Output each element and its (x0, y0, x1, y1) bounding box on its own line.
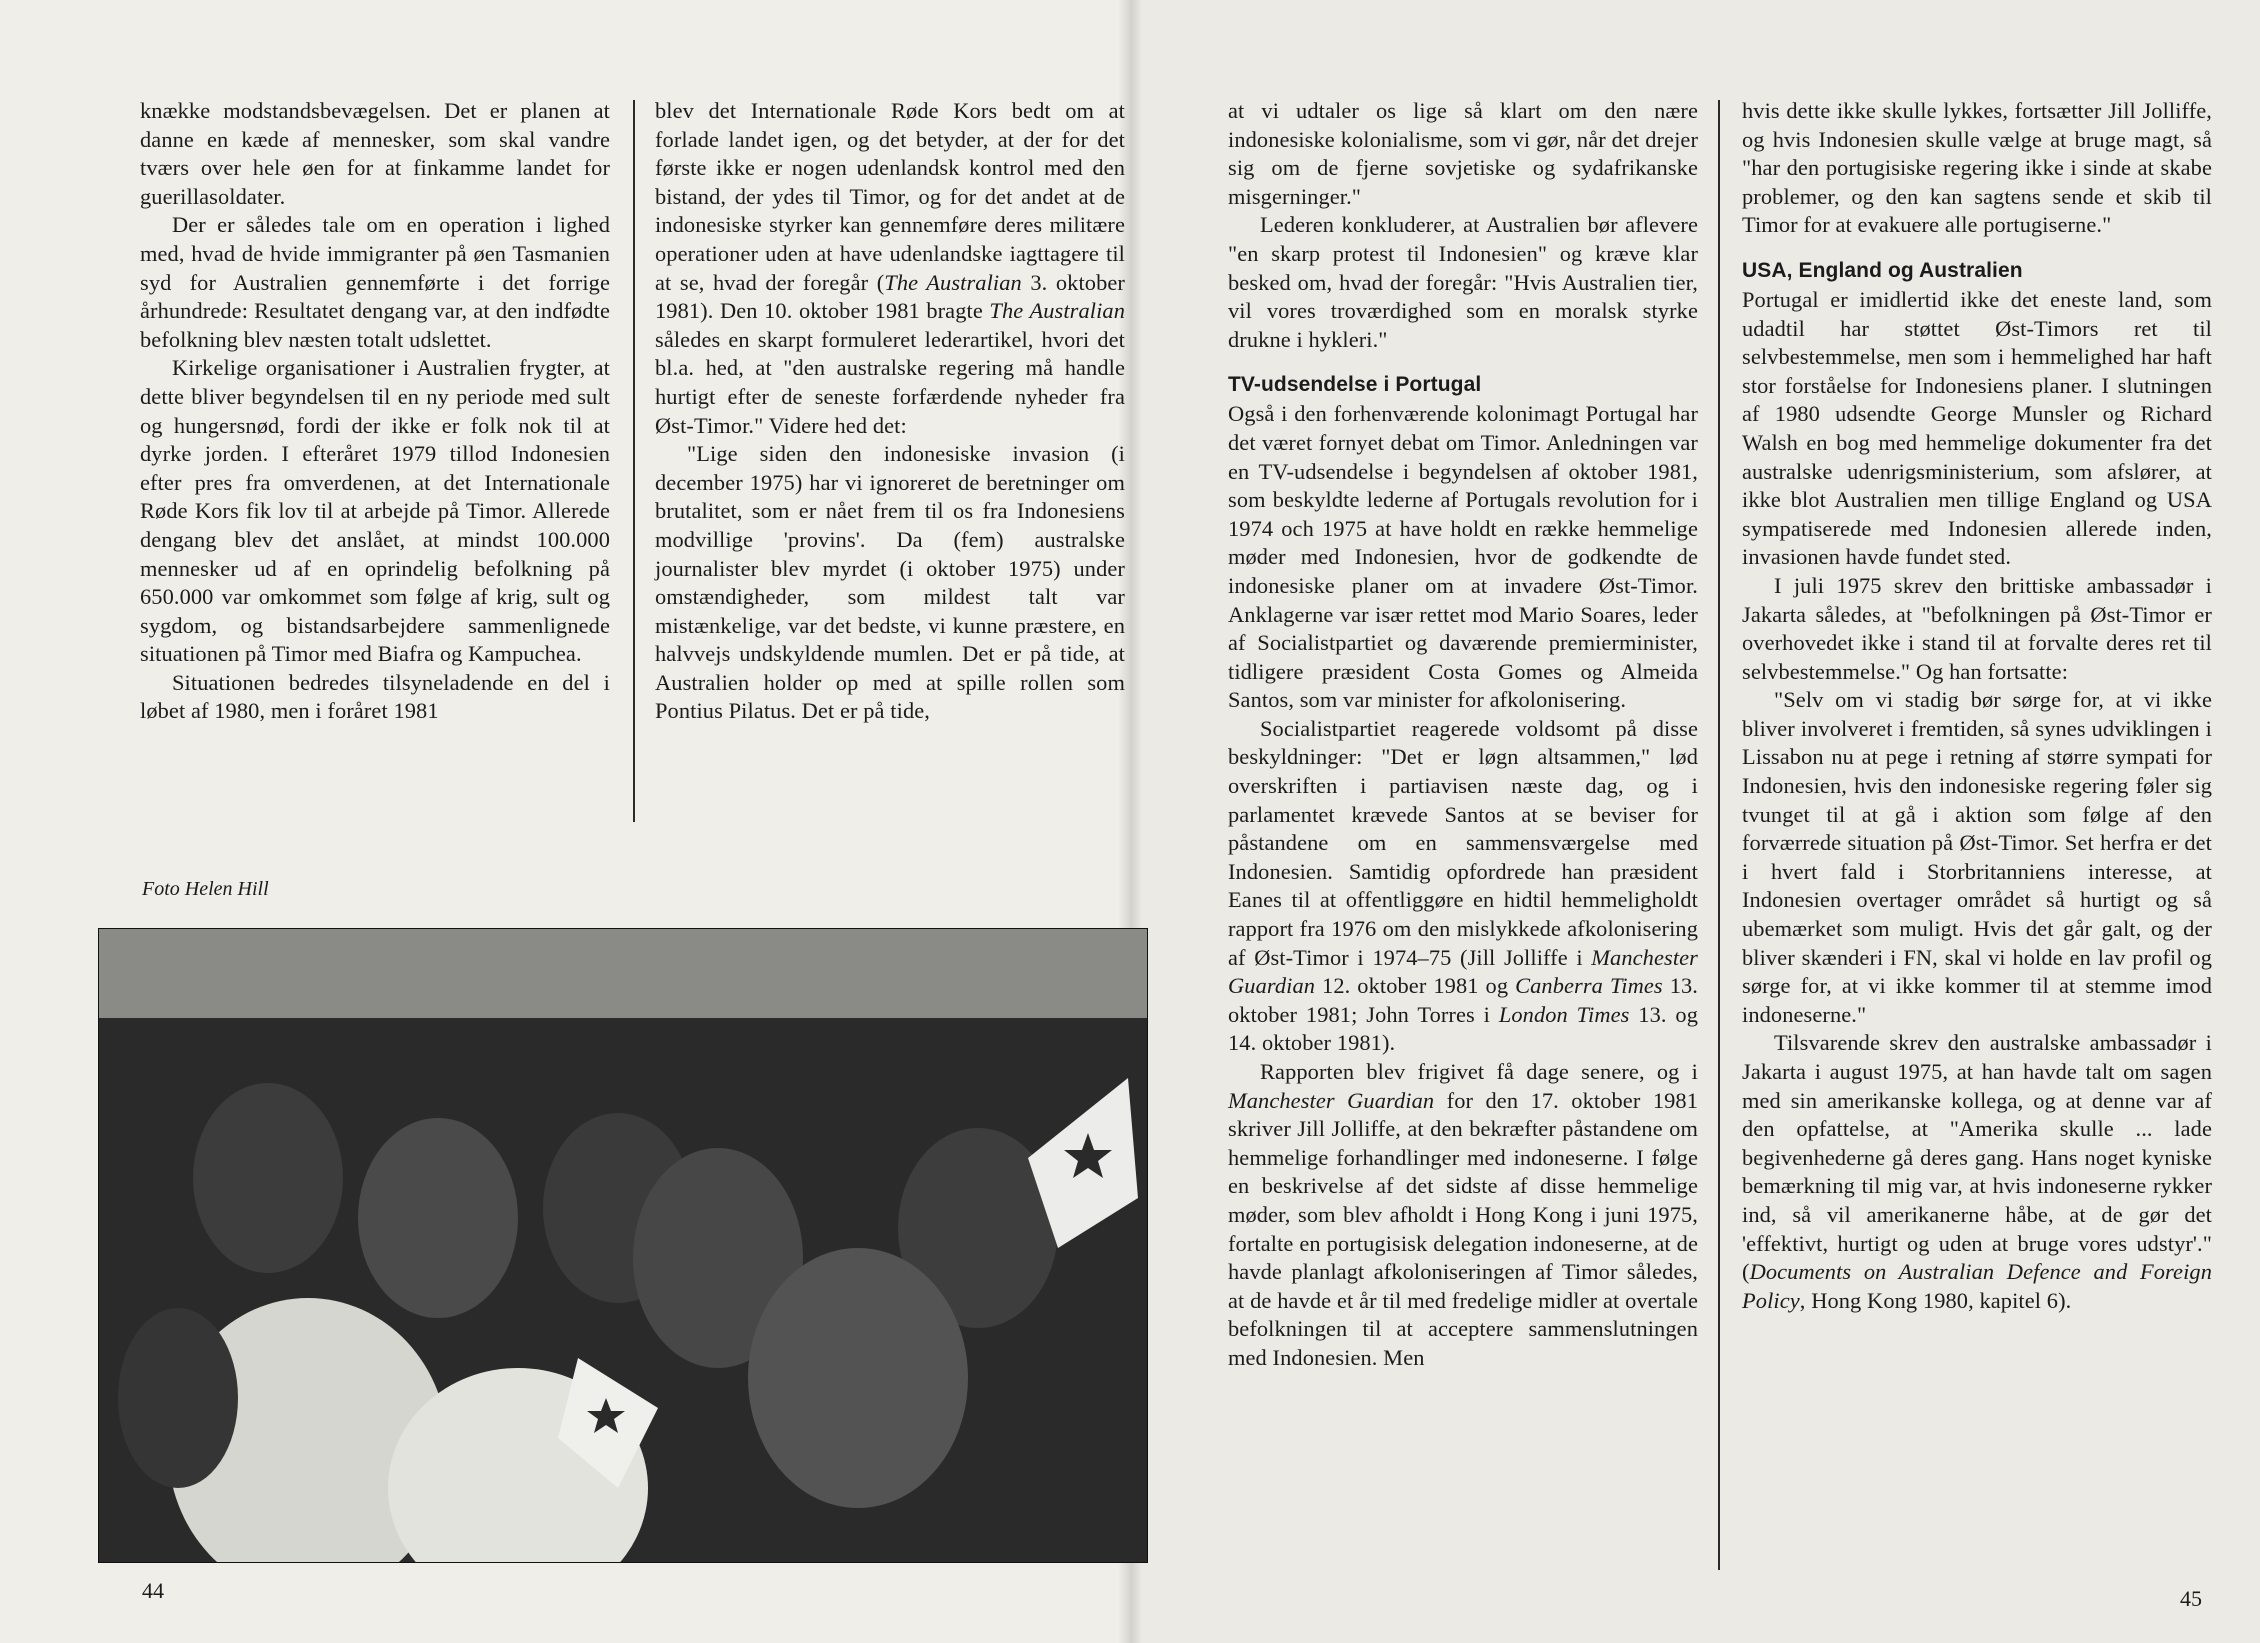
photo-image (98, 928, 1148, 1563)
section-heading: USA, England og Australien (1742, 258, 2023, 282)
paragraph: I juli 1975 skrev den brittiske ambassadør i Jakarta således, at "befolkningen på Øst-Timor er overhovedet ikke i stand til at forvalte deres ret til selvbestemmelse." Og han fortsatte: (1742, 572, 2212, 684)
column-rule (1718, 100, 1720, 1570)
paragraph: Situationen bedredes tilsyneladende en del i løbet af 1980, men i foråret 1981 (140, 669, 610, 724)
paragraph: Tilsvarende skrev den australske ambassadør i Jakarta i august 1975, at han havde talt om sagen med sin amerikanske kollega, og at denne var af den opfattelse, at "Amerika skulle ... lade begivenhederne gå deres gang. Hans noget kyniske bemærkning til mig var, at hvis indoneserne rykker ind, så vil amerikanerne håbe, at de gør det 'effektivt, hurtigt og uden at bruge vores udstyr'." (Documents on Australian Defence and Foreign Policy, Hong Kong 1980, kapitel 6). (1742, 1030, 2212, 1313)
paragraph: Også i den forhenværende kolonimagt Portugal har det været fornyet debat om Timor. Anledningen var en TV-udsendelse i begyndelsen af oktober 1981, som beskyldte lederne af Portugals revolution for i 1974 och 1975 at have holdt en række hemmelige møder med Indonesien, hvor de godkendte de indonesiske planer om at invadere Øst-Timor. Anklagerne var især rettet mod Mario Soares, leder af Socialistpartiet og daværende premierminister, tidligere præsident Costa Gomes og Almeida Santos, som var minister for afkolonisering. (1228, 401, 1698, 713)
photo-children-with-flags (98, 928, 1148, 1563)
paragraph: hvis dette ikke skulle lykkes, fortsætter Jill Jolliffe, og hvis Indonesien skulle vælge at bruge magt, så "har den portugisiske regering ikke i sinde at skabe problemer, og den kan sagtens sende et skib til Timor for at evakuere alle portugiserne." (1742, 98, 2212, 238)
paragraph: knække modstandsbevægelsen. Det er planen at danne en kæde af mennesker, som skal vandre tværs over hele øen for at finkamme landet for guerillasoldater. (140, 98, 610, 209)
column-3 (1228, 97, 1698, 1373)
paragraph: Portugal er imidlertid ikke det eneste land, som udadtil har støttet Øst-Timors ret til selvbestemmelse, men som i hemmelighed har haft stor forståelse for Indonesiens planer. I slutningen af 1980 udsendte George Munsler og Richard Walsh en bog med hemmelige dokumenter fra det australske udenrigsministerium, som afslører, at ikke blot Australien men tillige England og USA sympatiserede med Indonesien allerede inden, invasionen havde fundet sted. (1742, 286, 2212, 570)
column-1 (140, 97, 610, 726)
paragraph: Kirkelige organisationer i Australien frygter, at dette bliver begyndelsen til en ny periode med sult og hungersnød, fordi der ikke er folk nok til at dyrke jorden. I efteråret 1979 tillod Indonesien efter pres fra omverdenen, at det Internationale Røde Kors fik lov til at arbejde på Timor. Allerede dengang blev det anslået, at mindst 100.000 mennesker ud af en oprindelig befolkning på 650.000 var omkommet som følge af krig, sult og sygdom, og bistandsarbejdere sammenlignede situationen på Timor med Biafra og Kampuchea. (140, 355, 610, 667)
column-rule (633, 100, 635, 822)
section-heading: TV-udsendelse i Portugal (1228, 373, 1482, 397)
page-number-left: 44 (142, 1578, 164, 1603)
paragraph: Socialistpartiet reagerede voldsomt på disse beskyldninger: "Det er løgn altsammen," lød overskriften i partiavisen næste dag, og i parlamentet krævede Santos at se beviser for påstandene om en sammensværgelse med Indonesien. Samtidig opfordrede han præsident Eanes til at offentliggøre en hidtil hemmeligholdt rapport fra 1976 om den mislykkede afkolonisering af Øst-Timor i 1974–75 (Jill Jolliffe i Manchester Guardian 12. oktober 1981 og Canberra Times 13. oktober 1981; John Torres i London Times 13. og 14. oktober 1981). (1228, 715, 1698, 1056)
column-2 (655, 97, 1125, 726)
column-4 (1742, 97, 2212, 1315)
paragraph: at vi udtaler os lige så klart om den nære indonesiske kolonialisme, som vi gør, når det drejer sig om de fjerne sovjetiske og sydafrikanske misgerninger." (1228, 98, 1698, 209)
paragraph: Rapporten blev frigivet få dage senere, og i Manchester Guardian for den 17. oktober 1981 skriver Jill Jolliffe, at den bekræfter påstandene om hemmelige forhandlinger med indoneserne. I følge en beskrivelse af det sidste af disse hemmelige møder, som blev afholdt i Hong Kong i juni 1975, fortalte en portugisisk delegation indoneserne, at de havde planlagt afkoloniseringen af Timor således, at de havde et år til med fredelige midler at overtale befolkningen til at acceptere sammenslutningen med Indonesien. Men (1228, 1059, 1699, 1370)
paragraph: "Lige siden den indonesiske invasion (i december 1975) har vi ignoreret de beretninger om brutalitet, som er nået frem til os fra Indonesiens modvillige 'provins'. Da (fem) australske journalister blev myrdet (i oktober 1975) under omstændigheder, som mildest talt var mistænkelige, var det bedste, vi kunne præstere, en halvvejs undskyldende mumlen. Det er på tide, at Australien holder op med at spille rollen som Pontius Pilatus. Det er på tide, (655, 441, 1125, 724)
page-number-right: 45 (2180, 1586, 2202, 1611)
paragraph: blev det Internationale Røde Kors bedt om at forlade landet igen, og det betyder, at der for det første ikke er nogen udenlandsk kontrol med den bistand, der ydes til Timor, og for det andet at de indonesiske styrker kan gennemføre deres militære operationer uden at have udenlandske iagttagere til at se, hvad der foregår (The Australian 3. oktober 1981). Den 10. oktober 1981 bragte The Australian således en skarpt formuleret lederartikel, hvori det bl.a. hed, at "den australske regering må handle hurtigt efter de seneste forfærdende nyheder fra Øst-Timor." Videre hed det: (655, 98, 1125, 438)
paragraph: "Selv om vi stadig bør sørge for, at vi ikke bliver involveret i fremtiden, så synes udviklingen i Lissabon nu at pege i retning af større sympati for Indonesien, hvis den indonesiske regering føler sig tvunget til at gå i aktion som følge af den forværrede situation på Øst-Timor. Set herfra er det i hvert fald i Storbritanniens interesse, at Indonesien overtager området så hurtigt og så ubemærket som muligt. Hvis det går galt, og der bliver skænderi i FN, skal vi holde en lav profil og sørge for, at vi ikke kommer til at stemme imod indoneserne." (1742, 687, 2212, 1027)
paragraph: Lederen konkluderer, at Australien bør aflevere "en skarp protest til Indonesien" og kræve klar besked om, hvad der foregår: "Hvis Australien tier, vil vores troværdighed som en moralsk styrke drukne i hykleri." (1228, 212, 1698, 352)
paragraph: Der er således tale om en operation i lighed med, hvad de hvide immigranter på øen Tasmanien syd for Australien gennemførte i det forrige århundrede: Resultatet dengang var, at den indfødte befolkning blev næsten totalt udslettet. (140, 212, 610, 352)
photo-caption: Foto Helen Hill (142, 878, 269, 900)
